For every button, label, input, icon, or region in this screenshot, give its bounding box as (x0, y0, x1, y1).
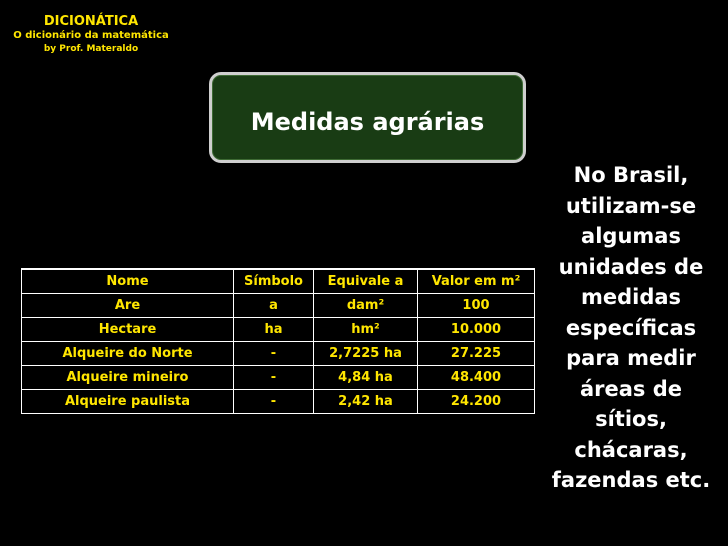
side-line: utilizam-se (565, 193, 697, 218)
header-value-m2: Valor em m² (418, 269, 535, 294)
cell-value: 100 (418, 294, 535, 318)
side-line: No Brasil, (573, 163, 689, 187)
table-row (22, 294, 535, 318)
slide-title: Medidas agrárias (250, 108, 485, 136)
cell-value: 27.225 (418, 342, 535, 366)
brand-subtitle: O dicionário da matemática (13, 30, 169, 41)
cell-name: Alqueire paulista (22, 390, 234, 414)
cell-equivalent: hm² (314, 318, 418, 342)
slide-title-box (209, 72, 526, 163)
cell-symbol: - (234, 366, 314, 390)
side-line: específicas (565, 315, 697, 340)
cell-value: 24.200 (418, 390, 535, 414)
table-row (22, 342, 535, 366)
cell-value: 48.400 (418, 366, 535, 390)
cell-equivalent: 2,42 ha (314, 390, 418, 414)
table-row (22, 366, 535, 390)
cell-symbol: ha (234, 318, 314, 342)
measures-table (21, 268, 535, 414)
cell-symbol: - (234, 390, 314, 414)
cell-symbol: - (234, 342, 314, 366)
cell-name: Alqueire mineiro (22, 366, 234, 390)
cell-name: Hectare (22, 318, 234, 342)
header-symbol: Símbolo (234, 269, 314, 294)
brand-block (0, 14, 182, 55)
header-name: Nome (22, 269, 234, 294)
side-line: medidas (580, 285, 682, 309)
cell-value: 10.000 (418, 318, 535, 342)
brand-author: by Prof. Materaldo (43, 44, 139, 54)
side-line: áreas de (579, 376, 683, 401)
header-equivalent: Equivale a (314, 269, 418, 294)
table-row (22, 390, 535, 414)
table-header-row (22, 269, 535, 294)
side-line: para medir (566, 346, 696, 370)
side-line: sítios, (595, 407, 667, 431)
cell-name: Are (22, 294, 234, 318)
side-line: chácaras, (574, 437, 688, 462)
cell-symbol: a (234, 294, 314, 318)
brand-title: DICIONÁTICA (43, 14, 139, 29)
cell-equivalent: 4,84 ha (314, 366, 418, 390)
side-line: fazendas etc. (551, 468, 711, 492)
cell-name: Alqueire do Norte (22, 342, 234, 366)
cell-equivalent: 2,7225 ha (314, 342, 418, 366)
side-description (538, 160, 724, 496)
side-line: unidades de (558, 254, 704, 279)
side-line: algumas (581, 224, 681, 248)
table-row (22, 318, 535, 342)
cell-equivalent: dam² (314, 294, 418, 318)
